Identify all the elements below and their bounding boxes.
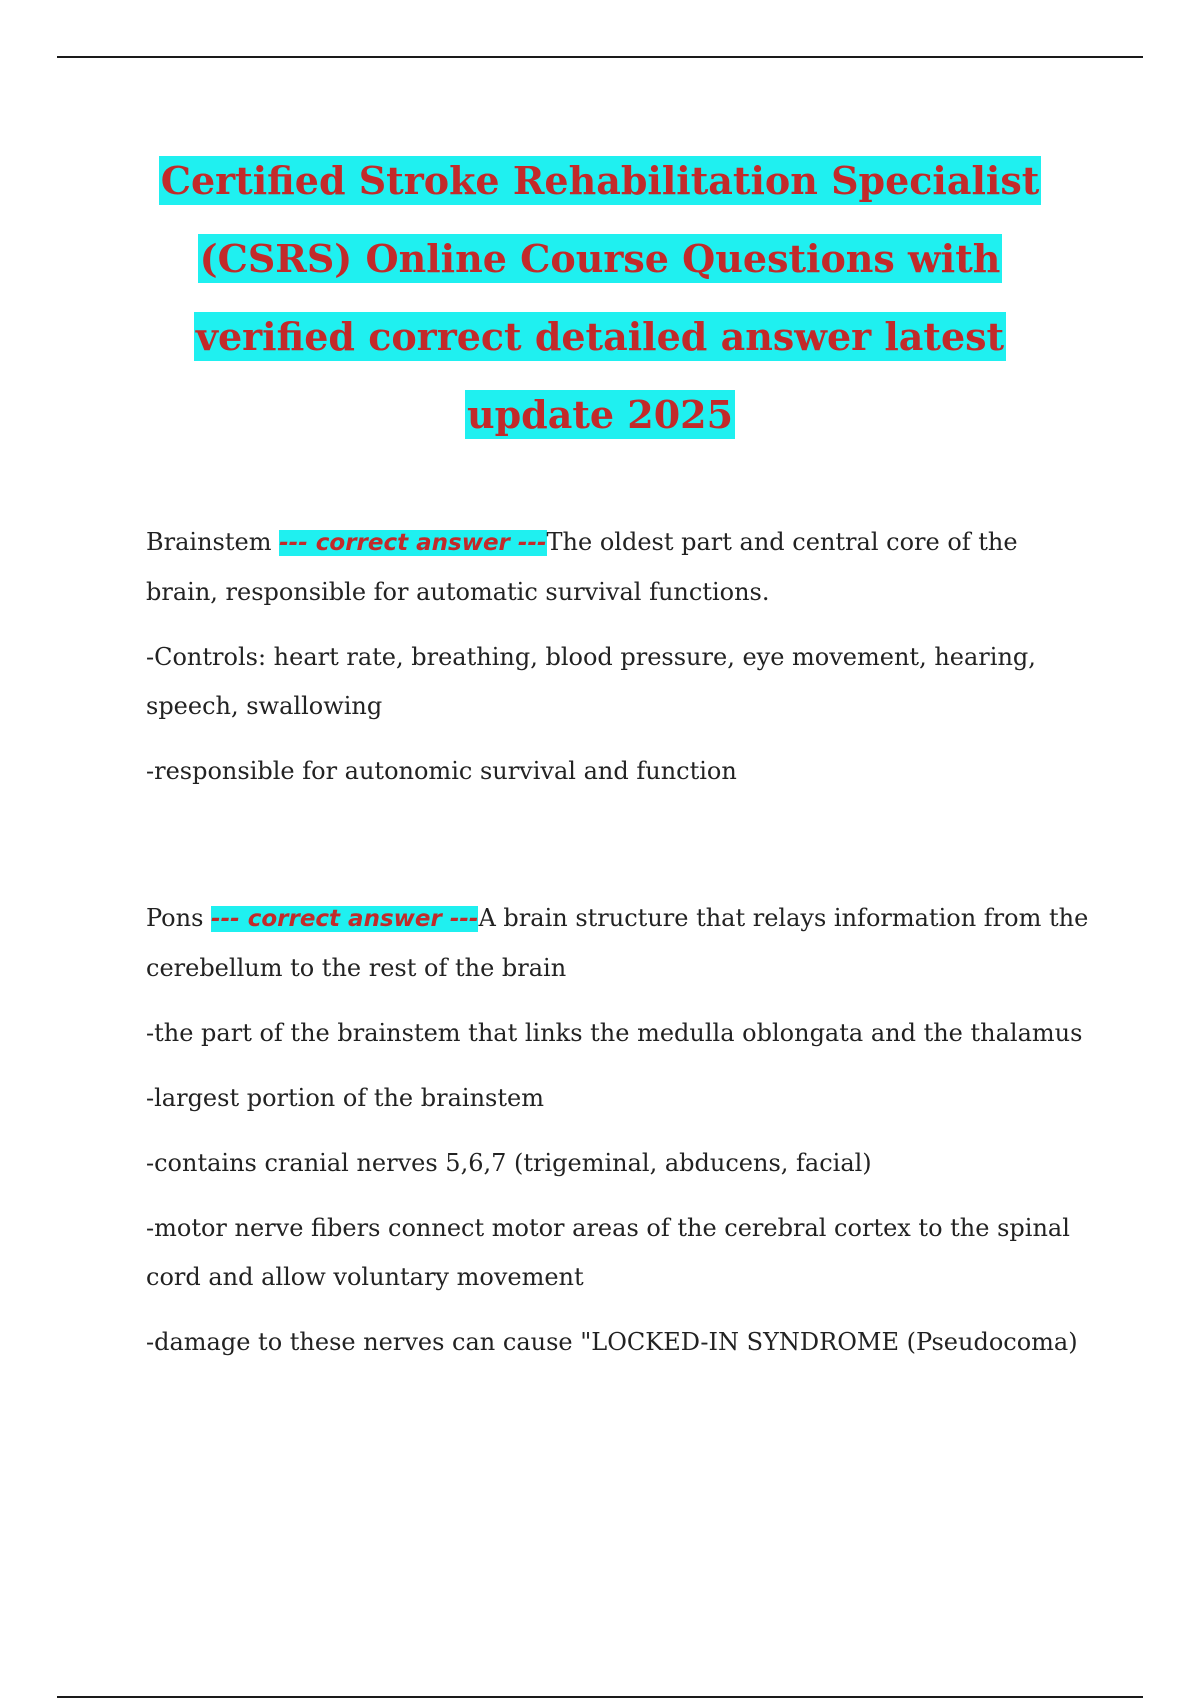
term: Brainstem bbox=[146, 528, 272, 556]
qa-entry-brainstem bbox=[146, 518, 1096, 796]
detail-line: -the part of the brainstem that links the medulla oblongata and the thalamus bbox=[146, 1019, 1083, 1047]
definition: The oldest part and central core of the brain, responsible for automatic survival functions. bbox=[146, 528, 1018, 606]
document-title bbox=[100, 142, 1100, 454]
term: Pons bbox=[146, 904, 204, 932]
definition: A brain structure that relays information from the cerebellum to the rest of the brain bbox=[146, 904, 1089, 982]
detail-line: -contains cranial nerves 5,6,7 (trigeminal, abducens, facial) bbox=[146, 1149, 872, 1177]
question-answer bbox=[146, 894, 1096, 993]
title-line: verified correct detailed answer latest bbox=[195, 314, 1005, 359]
title-line: (CSRS) Online Course Questions with bbox=[199, 236, 1001, 281]
bottom-rule bbox=[57, 1696, 1143, 1698]
top-rule bbox=[57, 56, 1143, 58]
detail-line: -largest portion of the brainstem bbox=[146, 1084, 544, 1112]
entry-spacer bbox=[146, 812, 1096, 894]
correct-answer-marker: --- correct answer --- bbox=[211, 906, 479, 932]
document-body bbox=[146, 518, 1096, 1383]
title-line: Certified Stroke Rehabilitation Specialist bbox=[160, 158, 1040, 203]
detail-line: -damage to these nerves can cause "LOCKED-IN SYNDROME (Pseudocoma) bbox=[146, 1328, 1078, 1356]
detail-line: -responsible for autonomic survival and function bbox=[146, 757, 737, 785]
qa-entry-pons bbox=[146, 894, 1096, 1367]
title-line: update 2025 bbox=[466, 392, 734, 437]
detail-line: -motor nerve fibers connect motor areas of the cerebral cortex to the spinal cord and allow voluntary movement bbox=[146, 1214, 1070, 1291]
question-answer bbox=[146, 518, 1096, 617]
correct-answer-marker: --- correct answer --- bbox=[279, 530, 547, 556]
detail-line: -Controls: heart rate, breathing, blood pressure, eye movement, hearing, speech, swallowing bbox=[146, 643, 1036, 720]
